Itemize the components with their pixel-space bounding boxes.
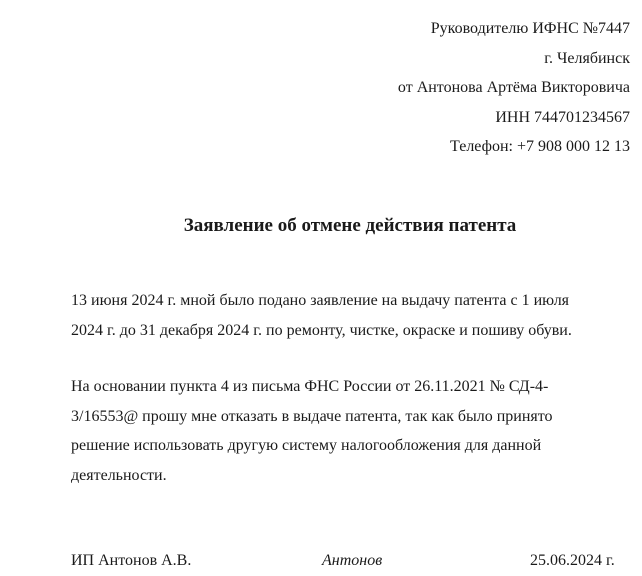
paragraph-2-line: деятельности. <box>71 466 167 484</box>
paragraph-1-line: 2024 г. до 31 декабря 2024 г. по ремонту, чистке, окраске и пошиву обуви. <box>71 321 572 339</box>
body-paragraph-2 <box>71 372 611 490</box>
addressee-line-inn: ИНН 744701234567 <box>495 108 630 126</box>
document-date: 25.06.2024 г. <box>530 552 615 569</box>
document-title: Заявление об отмене действия патента <box>183 215 517 236</box>
signer-name: ИП Антонов А.В. <box>71 552 192 569</box>
paragraph-2-line: 3/16553@ прошу мне отказать в выдаче патента, так как было принято <box>71 407 553 425</box>
paragraph-1-line: 13 июня 2024 г. мной было подано заявление на выдачу патента с 1 июля <box>71 292 570 309</box>
addressee-block <box>398 14 630 162</box>
paragraph-2-line: На основании пункта 4 из письма ФНС России от 26.11.2021 № СД-4- <box>71 378 549 395</box>
addressee-line-sender: от Антонова Артёма Викторовича <box>397 79 630 96</box>
signature: Антонов <box>322 552 383 569</box>
paragraph-2-line: решение использовать другую систему налогообложения для данной <box>71 437 542 454</box>
body-paragraph-1 <box>71 286 611 345</box>
addressee-line-recipient: Руководителю ИФНС №7447 <box>430 20 630 37</box>
addressee-line-city: г. Челябинск <box>544 49 630 67</box>
addressee-line-phone: Телефон: +7 908 000 12 13 <box>450 138 630 155</box>
